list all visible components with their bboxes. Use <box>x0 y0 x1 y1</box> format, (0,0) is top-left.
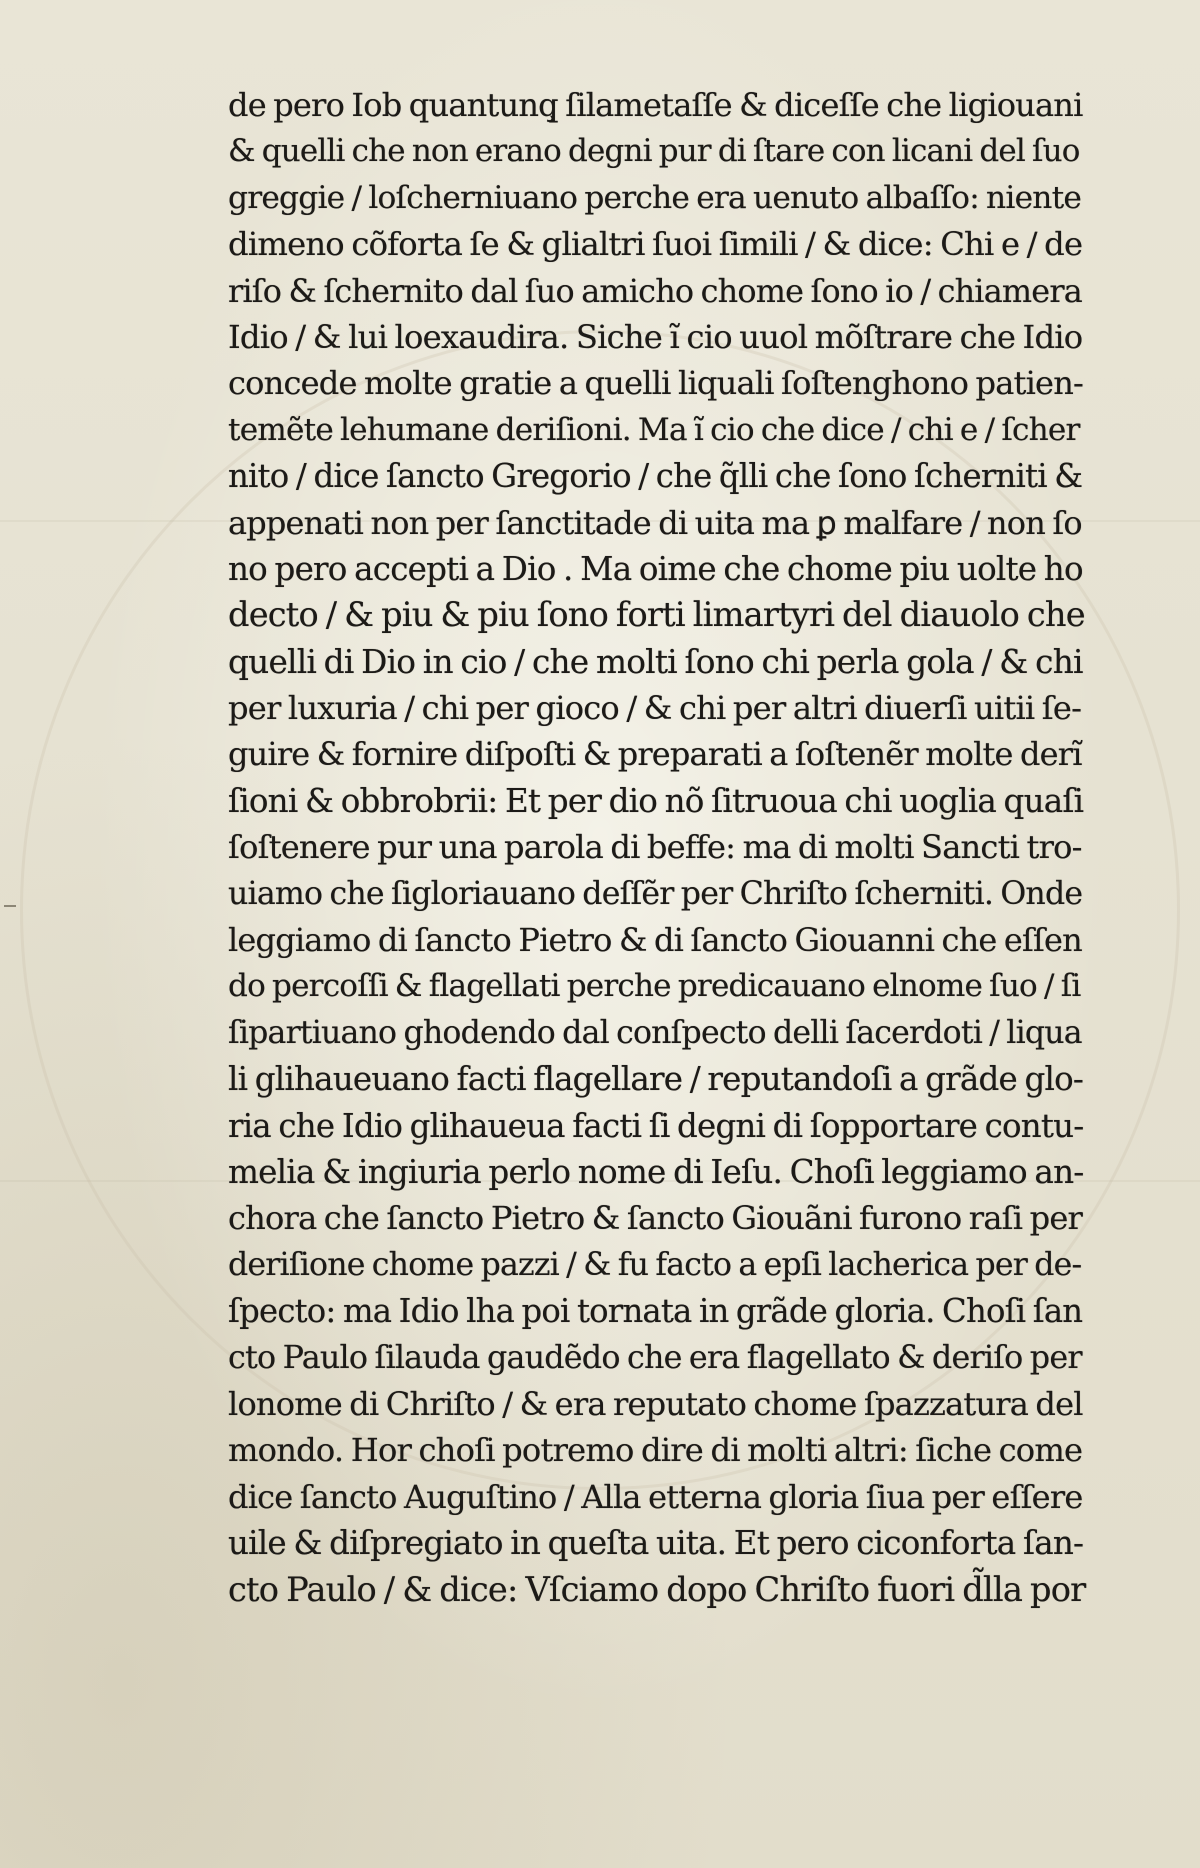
text-line: lonome di Chriſto / & era reputato chome ſpazzatura del <box>228 1384 1083 1423</box>
text-line: Idio / & lui loexaudira. Siche ĩ cio uuol mõſtrare che Idio <box>228 317 1083 356</box>
text-line: cto Paulo ſilauda gaudẽdo che era flagellato & deriſo per <box>228 1339 1082 1376</box>
text-line: & quelli che non erano degni pur di ſtare con licani del ſuo <box>228 133 1080 170</box>
text-line: li glihaueuano facti flagellare / reputandoſi a grãde glo- <box>228 1060 1084 1099</box>
text-line: ſpecto: ma Idio lha poi tornata in grãde gloria. Choſi ſan <box>228 1292 1083 1331</box>
text-line: appenati non per ſanctitade di uita ma ꝑ malfare / non ſo <box>228 503 1082 542</box>
text-line: temẽte lehumane deriſioni. Ma ĩ cio che dice / chi e / ſcher <box>228 411 1080 448</box>
text-line: ria che Idio glihaueua facti ſi degni di ſopportare contu- <box>228 1106 1084 1145</box>
text-line: ſoſtenere pur una parola di beffe: ma di molti Sancti tro- <box>228 828 1082 867</box>
text-line: melia & ingiuria perlo nome di Ieſu. Choſi leggiamo an- <box>228 1152 1084 1191</box>
text-line: decto / & piu & piu ſono forti limartyri del diauolo che <box>228 595 1085 635</box>
text-line: ſipartiuano ghodendo dal conſpecto delli ſacerdoti / liqua <box>228 1014 1082 1051</box>
text-line: leggiamo di ſancto Pietro & di ſancto Giouanni che eſſen <box>228 921 1082 960</box>
text-line: dimeno cõforta ſe & glialtri ſuoi ſimili / & dice: Chi e / de <box>228 225 1083 264</box>
text-line: concede molte gratie a quelli liquali ſoſtenghono patien- <box>228 364 1084 403</box>
text-line: chora che ſancto Pietro & ſancto Giouãni furono raſi per <box>228 1199 1083 1238</box>
text-line: cto Paulo / & dice: Vſciamo dopo Chriſto fuori d̃lla por <box>228 1569 1086 1609</box>
text-line: no pero accepti a Dio . Ma oime che chome piu uolte ho <box>228 549 1083 588</box>
text-line: mondo. Hor choſi potremo dire di molti altri: ſiche come <box>228 1431 1083 1470</box>
text-line: deriſione chome pazzi / & fu facto a epſi lacherica per de- <box>228 1246 1082 1283</box>
text-line: ſioni & obbrobrii: Et per dio nõ ſitruoua chi uoglia quaſi <box>228 781 1084 820</box>
text-line: greggie / loſcherniuano perche era uenuto albaſſo: niente <box>228 179 1082 216</box>
margin-mark <box>4 905 16 907</box>
text-line: quelli di Dio in cio / che molti ſono chi perla gola / & chi <box>228 642 1083 681</box>
text-line: uiamo che ſigloriauano deſſẽr per Chriſto ſcherniti. Onde <box>228 875 1083 912</box>
text-line: nito / dice ſancto Gregorio / che q̃lli che ſono ſcherniti & <box>228 457 1083 496</box>
text-line: per luxuria / chi per gioco / & chi per altri diuerſi uitii ſe- <box>228 689 1082 728</box>
text-line: guire & fornire diſpoſti & preparati a ſoſtenẽr molte derĩ <box>228 735 1082 774</box>
text-line: do percoſſi & flagellati perche predicauano elnome ſuo / ſi <box>228 968 1081 1005</box>
text-line: dice ſancto Auguſtino / Alla etterna gloria ſiua per eſſere <box>228 1477 1083 1516</box>
text-line: uile & diſpregiato in queſta uita. Et pero ciconforta ſan- <box>228 1524 1084 1563</box>
text-block <box>228 82 1088 1613</box>
text-line: riſo & ſchernito dal ſuo amicho chome ſono io / chiamera <box>228 271 1082 310</box>
text-line: de pero Iob quantunq̧ ſilametaſſe & diceſſe che ligiouani <box>228 86 1083 124</box>
